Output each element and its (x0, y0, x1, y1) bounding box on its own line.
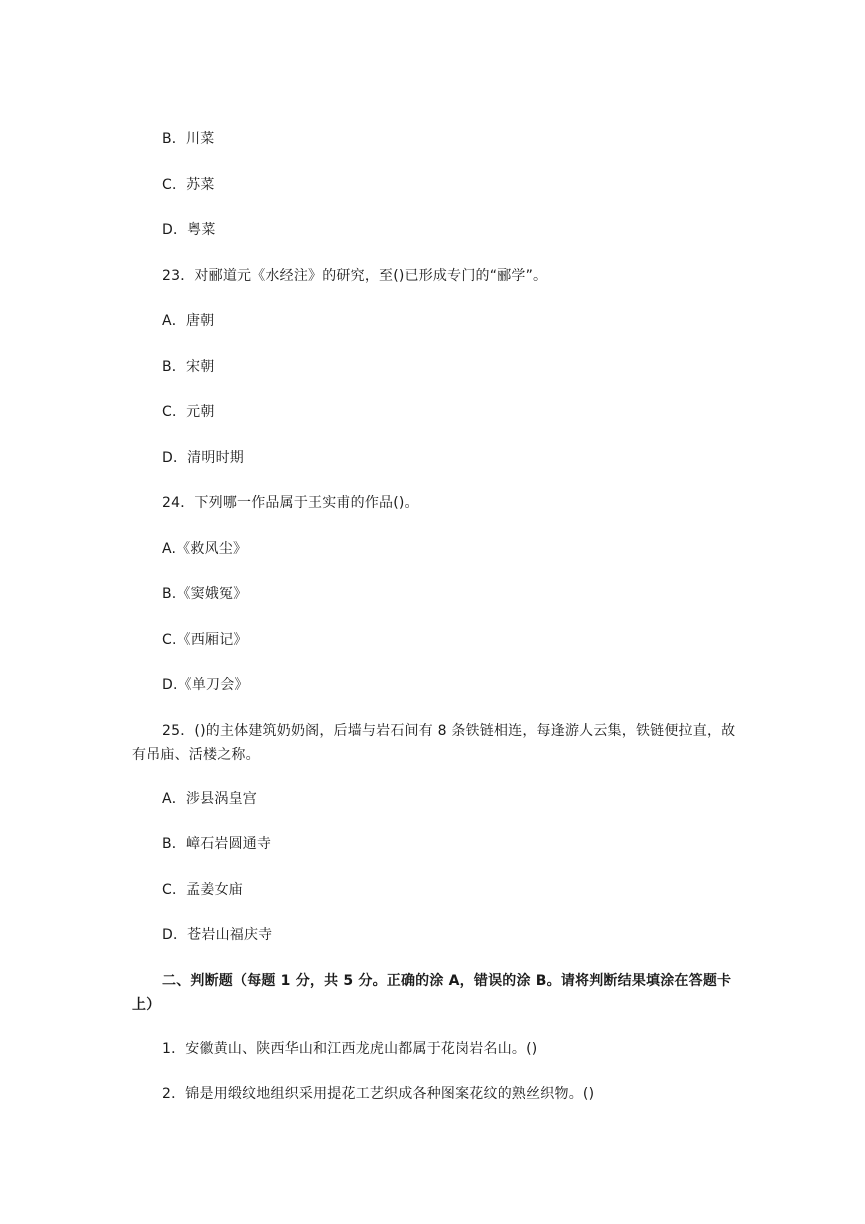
option-a-q24: A.《救风尘》 (162, 541, 248, 557)
question-25: 25．()的主体建筑奶奶阁，后墙与岩石间有 8 条铁链相连，每逢游人云集，铁链便拉直，故有吊庙、活楼之称。 (132, 723, 736, 763)
option-c-q25: C．孟姜女庙 (162, 882, 243, 898)
option-a-q23: A．唐朝 (162, 313, 215, 329)
tf-question-1: 1．安徽黄山、陕西华山和江西龙虎山都属于花岗岩名山。() (162, 1041, 538, 1057)
option-c-q22: C．苏菜 (162, 177, 215, 193)
section-heading-true-false: 二、判断题（每题 1 分，共 5 分。正确的涂 A，错误的涂 B。请将判断结果填涂在答题卡上） (132, 973, 732, 1013)
option-c-q23: C．元朝 (162, 404, 215, 420)
option-b-q22: B．川菜 (162, 131, 215, 147)
option-a-q25: A．涉县涡皇宫 (162, 791, 257, 807)
option-b-q25: B．嶂石岩圆通寺 (162, 836, 272, 852)
option-c-q24: C.《西厢记》 (162, 632, 248, 648)
option-d-q24: D.《单刀会》 (162, 677, 249, 693)
tf-question-2: 2．锦是用缎纹地组织采用提花工艺织成各种图案花纹的熟丝织物。() (162, 1086, 595, 1102)
option-b-q23: B．宋朝 (162, 359, 215, 375)
question-23: 23．对郦道元《水经注》的研究，至()已形成专门的“郦学”。 (162, 268, 548, 284)
option-b-q24: B.《窦娥冤》 (162, 586, 248, 602)
option-d-q23: D．清明时期 (162, 450, 244, 466)
option-d-q25: D．苍岩山福庆寺 (162, 927, 273, 943)
question-24: 24．下列哪一作品属于王实甫的作品()。 (162, 495, 419, 511)
option-d-q22: D．粤菜 (162, 222, 216, 238)
